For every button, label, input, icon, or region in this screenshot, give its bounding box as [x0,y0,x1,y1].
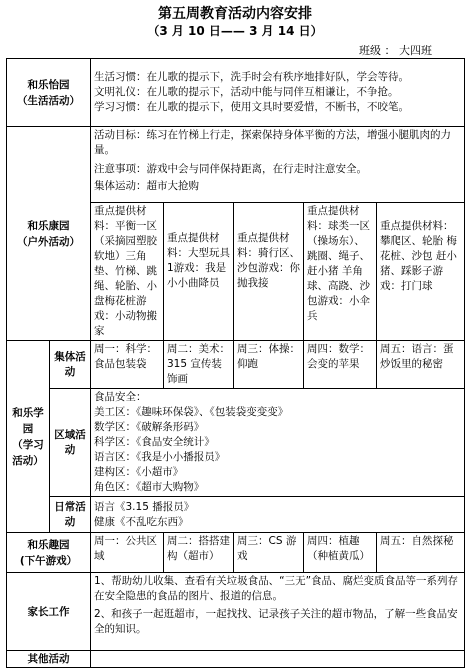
section-study-label [7,341,50,533]
daily-line-health: 健康《不乱吃东西》 [94,515,189,528]
play-fri: 周五：自然探秘 [377,533,465,573]
play-thu: 周四：植趣（种植黄瓜） [304,533,377,573]
study-daily-label: 日常活动 [50,497,91,533]
area-line-science: 科学区：《食品安全统计》 [94,436,215,448]
area-line-build: 建构区：《小超市》 [94,466,184,478]
section-parents-label: 家长工作 [7,573,91,651]
area-line-role: 角色区：《超市大购物》 [94,481,205,493]
page-title: 第五周教育活动内容安排 [158,6,312,22]
area-line-math: 数学区：《破解条形码》 [94,421,205,433]
section-life-name: 和乐怡园 [27,78,70,91]
life-manners-line: 文明礼仪：在儿歌的提示下，活动中能与同伴互相谦让，不争抢。 [94,86,399,98]
outdoor-group-line: 集体运动：超市大抢购 [94,180,199,192]
life-study-habit-line: 学习习惯：在儿歌的提示下，使用文具时要爱惜，不断书，不咬笔。 [94,101,409,113]
life-habit-line: 生活习惯：在儿歌的提示下，洗手时会有秩序地排好队，学会等待。 [94,71,409,83]
row-play [7,533,465,573]
section-study-name: 和乐学园 [12,406,44,435]
row-study-area [7,389,465,497]
class-label: 班级 ： 大四班 [359,44,432,57]
study-group-mon: 周一：科学：食品包装袋 [91,341,164,389]
section-study-subtitle: （学习活动） [12,438,44,467]
section-life-subtitle: （生活活动） [17,94,80,107]
section-outdoor-name: 和乐康园 [27,219,70,232]
study-group-wed: 周三：体操：仰跑 [234,341,304,389]
section-life-content [91,59,465,127]
study-group-label: 集体活动 [50,341,91,389]
date-range: （3 月 10 日—— 3 月 14 日） [147,24,323,38]
section-other-content [91,651,465,668]
row-study-group [7,341,465,389]
outdoor-col-fri: 重点提供材料：攀爬区、轮胎 梅花桩、沙包 赶小猪、踩影子游戏：打门球 [377,203,465,341]
study-area-content [91,389,465,497]
outdoor-col-mon: 重点提供材料：平衡一区（采摘园塑胶软地）三角垫、竹梯、跳绳、轮胎、小盘梅花桩游戏：小动物搬家 [91,203,164,341]
play-wed: 周三：CS 游戏 [234,533,304,573]
parents-line-2: 2、和孩子一起逛超市，一起找找、记录孩子关注的超市物品，了解一些食品安全的知识。 [94,608,458,635]
outdoor-note-line: 注意事项：游戏中会与同伴保持距离，在行走时注意安全。 [94,163,367,175]
section-play-label [7,533,91,573]
area-line-topic: 食品安全： [94,391,147,403]
section-life-label [7,59,91,127]
outdoor-col-tue: 重点提供材料：大型玩具1游戏：我是小小曲降员 [164,203,234,341]
section-outdoor-goals [91,127,465,203]
section-play-name: 和乐趣园 [27,538,70,551]
schedule-table [6,58,465,668]
study-area-label: 区域活动 [50,389,91,497]
row-other [7,651,465,668]
section-play-subtitle: (下午游戏） [19,554,78,567]
study-group-fri: 周五：语言：蛋炒饭里的秘密 [377,341,465,389]
outdoor-col-wed: 重点提供材料：骑行区、沙包游戏：你抛我接 [234,203,304,341]
row-outdoor-goals [7,127,465,203]
section-parents-content [91,573,465,651]
study-group-tue: 周二：美术：315 宣传装饰画 [164,341,234,389]
outdoor-goal-line: 活动目标：练习在竹梯上行走，探索保持身体平衡的方法，增强小腿肌肉的力量。 [94,129,451,156]
row-life [7,59,465,127]
play-mon: 周一：公共区域 [91,533,164,573]
study-daily-content [91,497,465,533]
outdoor-col-thu: 重点提供材料：球类一区（操场东）、跳圈、绳子、赶小猪 羊角球、高跷、沙包游戏：小伞兵 [304,203,377,341]
area-line-art: 美工区：《趣味环保袋》、《包装袋变变变》 [94,406,289,418]
row-parents [7,573,465,651]
section-other-label: 其他活动 [7,651,91,668]
section-outdoor-label [7,127,91,341]
play-tue: 周二：搭搭建构（超市） [164,533,234,573]
section-outdoor-subtitle: （户外活动） [17,235,80,248]
study-group-thu: 周四：数学：会变的苹果 [304,341,377,389]
parents-line-1: 1、帮助幼儿收集、查看有关垃圾食品、“三无”食品、腐烂变质食品等一系列存在安全隐患的食品的图片、报道的信息。 [94,575,459,602]
area-line-language: 语言区：《我是小小播报员》 [94,451,226,463]
row-study-daily [7,497,465,533]
daily-line-language: 语言《3.15 播报员》 [94,500,195,513]
